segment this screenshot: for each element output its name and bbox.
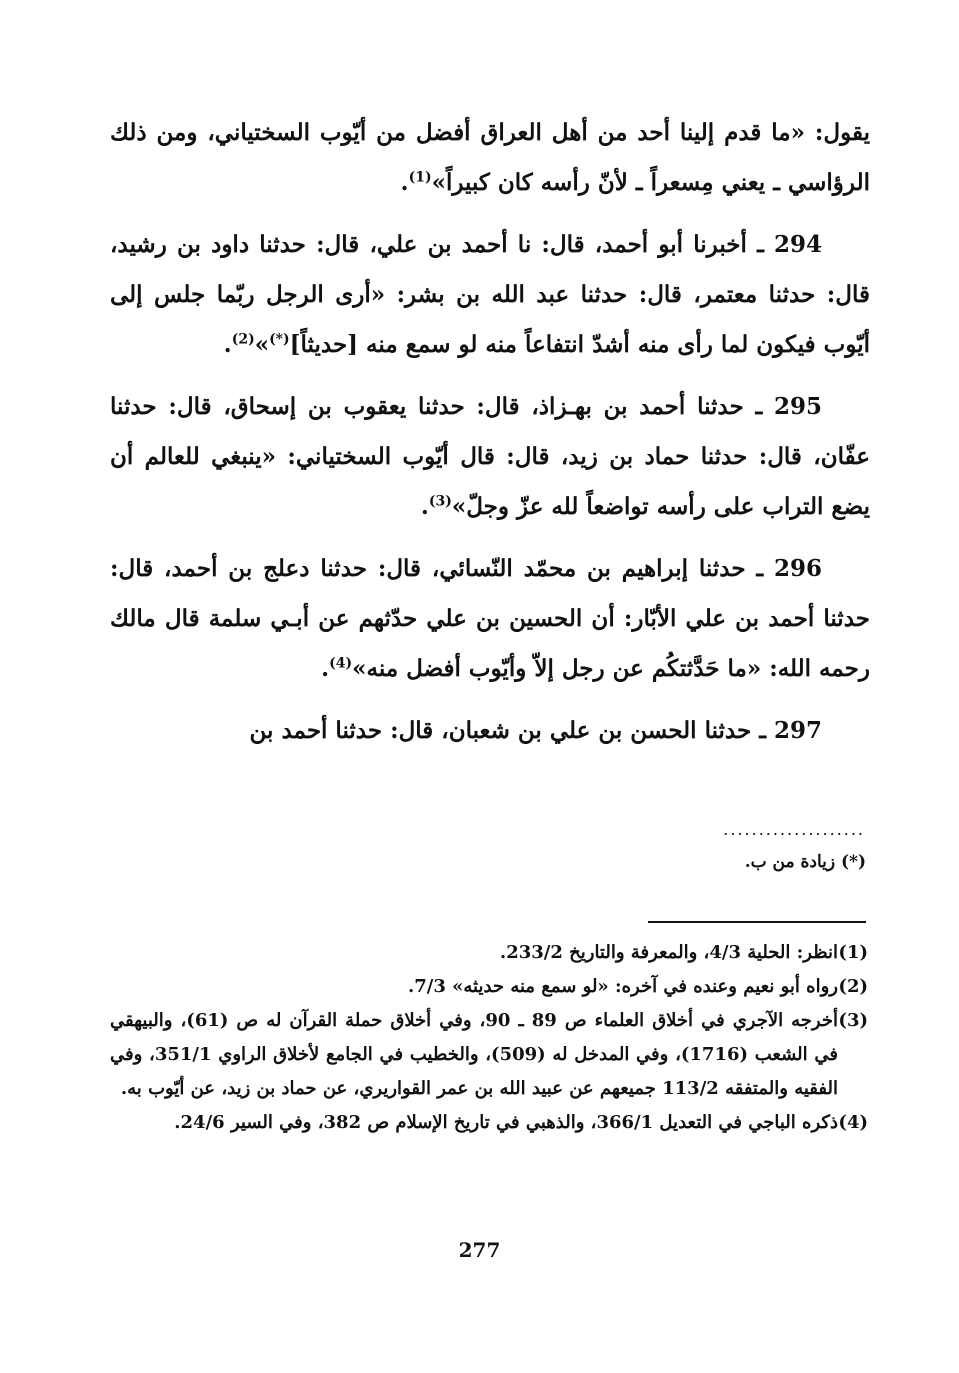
entry-lead: 297 ـ حدثنا [704, 717, 822, 744]
paragraph-end: . [420, 493, 429, 520]
paragraph-294 [110, 220, 870, 370]
paragraph-text: أبو أحمد، قال: نا أحمد بن علي، قال: حدثنا داود بن رشيد، قال: حدثنا معتمر، قال: حدثنا عبد الله بن بشر: «أرى الرجل ربّما جلس إلى أيّوب فيكون لما رأى منه أشدّ انتفاعاً منه لو سمع منه [حديثاً] [110, 231, 870, 358]
footnote-number: (3) [838, 1010, 868, 1031]
editor-note: (*) زيادة من ب. [744, 852, 866, 872]
main-text [110, 108, 870, 768]
paragraph-end: . [400, 169, 409, 196]
editor-note-ref: (*) [269, 331, 290, 348]
footnote-text: ذكره الباجي في التعديل 366/1، والذهبي في تاريخ الإسلام ص 382، وفي السير 24/6. [174, 1112, 838, 1133]
paragraph-end: . [321, 655, 330, 682]
footnote-number: (2) [838, 976, 868, 997]
paragraph-295 [110, 382, 870, 532]
footnote-number: (4) [838, 1112, 868, 1133]
footnote-ref: (2) [231, 331, 255, 348]
entry-lead: 296 ـ حدثنا [698, 555, 822, 582]
footnotes [110, 936, 868, 1140]
footnote-text: انظر: الحلية 4/3، والمعرفة والتاريخ 233/2. [499, 942, 838, 963]
footnote-number: (1) [838, 942, 868, 963]
paragraph-text: أحمد بن بهـزاذ، قال: حدثنا يعقوب بن إسحاق، قال: حدثنا عفّان، قال: حدثنا حماد بن زيد، قال: قال أيّوب السختياني: «ينبغي للعالم أن يضع التراب على رأسه تواضعاً لله عزّ وجلّ» [110, 393, 870, 520]
footnote-ref: (3) [428, 493, 452, 510]
paragraph-297 [110, 706, 870, 756]
footnote-ref: (1) [408, 169, 432, 186]
footnote-text: رواه أبو نعيم وعنده في آخره: «لو سمع منه حديثه» 7/3. [407, 976, 838, 997]
paragraph-text: إبراهيم بن محمّد النّسائي، قال: حدثنا دعلج بن أحمد، قال: حدثنا أحمد بن علي الأبّار: أن الحسين بن علي حدّثهم عن أبـي سلمة قال مالك رحمه الله: «ما حَدَّثتكُم عن رجل إلاّ وأيّوب أفضل منه» [110, 555, 870, 682]
paragraph-text: يقول: «ما قدم إلينا أحد من أهل العراق أفضل من أيّوب السختياني، ومن ذلك الرؤاسي ـ يعني مِسعراً ـ لأنّ رأسه كان كبيراً» [110, 119, 870, 196]
footnote-ref: (4) [329, 655, 353, 672]
quote-close: » [254, 331, 270, 358]
paragraph-296 [110, 544, 870, 694]
footnote-1 [110, 936, 868, 970]
footnote-4 [110, 1106, 868, 1140]
entry-lead: 294 ـ أخبرنا [693, 231, 822, 258]
footnote-text: أخرجه الآجري في أخلاق العلماء ص 89 ـ 90، وفي أخلاق حملة القرآن له ص (61)، والبيهقي في الشعب (1716)، وفي المدخل له (509)، والخطيب في الجامع لأخلاق الراوي 351/1، وفي الفقيه والمتفقه 113/2 جميعهم عن عبيد الله بن عمر القواريري، عن حماد بن زيد، عن أيّوب به. [110, 1010, 838, 1099]
entry-lead: 295 ـ حدثنا [697, 393, 822, 420]
paragraph-end: . [223, 331, 232, 358]
paragraph-text: الحسن بن علي بن شعبان، قال: حدثنا أحمد بن [249, 717, 697, 744]
page-number: 277 [458, 1238, 501, 1262]
footnote-rule [648, 921, 866, 923]
footnote-2 [110, 970, 868, 1004]
footnote-3 [110, 1004, 868, 1106]
paragraph-intro [110, 108, 870, 208]
dotted-separator: .................... [723, 820, 865, 839]
